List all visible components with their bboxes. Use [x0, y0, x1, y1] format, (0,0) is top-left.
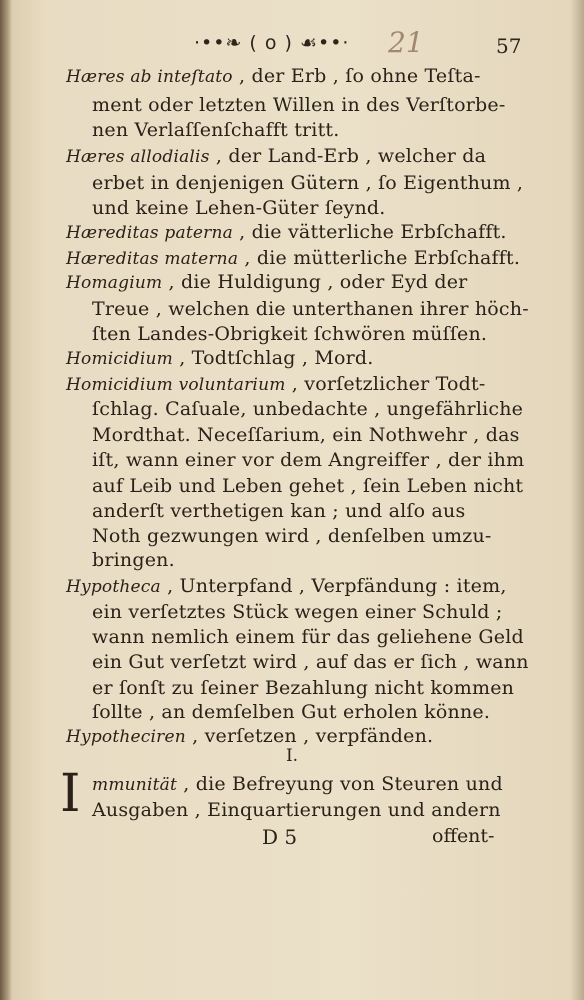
page-edge-shadow: [570, 0, 584, 1000]
text-line: [92, 548, 175, 573]
text-line: [92, 93, 505, 118]
line-text: Mordthat. Neceſſarium, ein Nothwehr , das: [92, 424, 520, 446]
signature-mark: D 5: [262, 825, 298, 849]
page-number: 57: [496, 34, 522, 58]
text-line: [92, 448, 524, 473]
header-ornament: ·••❧ ( o ) ☙••·: [194, 32, 350, 54]
line-text: , der Erb , ſo ohne Teſta‑: [232, 65, 481, 87]
line-text: erbet in denjenigen Gütern , ſo Eigenthum ,: [92, 172, 524, 194]
text-line: [66, 270, 467, 296]
text-line: [92, 499, 465, 524]
line-text: wann nemlich einem für das geliehene Geld: [92, 626, 524, 648]
line-text: iſt, wann einer vor dem Angreiffer , der ihm: [92, 449, 525, 471]
text-line: [66, 346, 374, 372]
text-line: [92, 322, 487, 347]
line-text: ein Gut verſetzt wird , auf das er ſich , wann: [92, 651, 529, 673]
binding-gutter: [0, 0, 12, 1000]
latin-term: Homagium: [66, 273, 163, 293]
drop-cap: I: [60, 764, 81, 824]
text-line: [66, 574, 507, 600]
text-line: [92, 397, 523, 422]
line-text: , verſetzen , verpfänden.: [185, 725, 434, 747]
line-text: , die Befreyung von Steuren und: [176, 773, 503, 795]
text-line: [92, 196, 386, 221]
text-line: [66, 144, 486, 170]
latin-term: Homicidium voluntarium: [66, 375, 286, 395]
catchword: offent‑: [432, 825, 495, 847]
line-text: ſollte , an demſelben Gut erholen könne.: [92, 701, 491, 723]
line-text: ſchlag. Caſuale, unbedachte , ungefährliche: [92, 398, 524, 420]
text-line: [66, 64, 481, 90]
page-header: [0, 26, 584, 60]
latin-term: Hæres allodialis: [66, 147, 210, 167]
line-text: ment oder letzten Willen in des Verſtorbe‑: [92, 94, 506, 116]
latin-term: Hæres ab inteſtato: [66, 67, 233, 87]
text-line: [92, 524, 492, 549]
text-line: [66, 372, 486, 398]
line-text: Noth gezwungen wird , denſelben umzu‑: [92, 525, 492, 547]
line-text: Ausgaben , Einquartierungen und andern: [92, 799, 501, 821]
line-text: , die vätterliche Erbſchafft.: [232, 221, 507, 243]
text-line: [92, 676, 514, 701]
line-text: und keine Lehen‑Güter ſeynd.: [92, 197, 386, 219]
text-line: [66, 220, 507, 246]
section-letter: I.: [285, 746, 299, 766]
line-text: , der Land‑Erb , welcher da: [209, 145, 487, 167]
text-line: [92, 297, 529, 322]
latin-term: Hæreditas materna: [66, 249, 239, 269]
line-text: auf Leib und Leben gehet , ſein Leben nicht: [92, 475, 524, 497]
latin-term: mmunität: [92, 775, 177, 795]
text-line: [92, 600, 502, 625]
pencil-annotation: 21: [388, 26, 424, 59]
line-text: , Unterpfand , Verpfändung : item,: [160, 575, 507, 597]
text-line: [92, 700, 490, 725]
latin-term: Hypotheciren: [66, 727, 186, 747]
line-text: ſten Landes‑Obrigkeit ſchwören müſſen.: [92, 323, 488, 345]
line-text: Treue , welchen die unterthanen ihrer höch‑: [92, 298, 529, 320]
latin-term: Hypotheca: [66, 577, 161, 597]
text-line: [92, 772, 503, 798]
text-line: [92, 423, 520, 448]
text-line: [92, 625, 524, 650]
line-text: er ſonſt zu ſeiner Bezahlung nicht kommen: [92, 677, 515, 699]
line-text: nen Verlaſſenſchafft tritt.: [92, 119, 340, 141]
line-text: , vorſetzlicher Todt‑: [285, 373, 486, 395]
line-text: , die Huldigung , oder Eyd der: [162, 271, 468, 293]
text-line: [92, 118, 340, 143]
text-line: [92, 798, 501, 823]
text-line: [66, 246, 520, 272]
line-text: bringen.: [92, 549, 175, 571]
text-line: [92, 474, 523, 499]
line-text: , die mütterliche Erbſchafft.: [238, 247, 521, 269]
text-line: [92, 171, 523, 196]
line-text: , Todtſchlag , Mord.: [172, 347, 374, 369]
text-line: [92, 650, 529, 675]
line-text: ein verſetztes Stück wegen einer Schuld ;: [92, 601, 503, 623]
latin-term: Homicidium: [66, 349, 173, 369]
latin-term: Hæreditas paterna: [66, 223, 233, 243]
line-text: anderſt verthetigen kan ; und alſo aus: [92, 500, 466, 522]
